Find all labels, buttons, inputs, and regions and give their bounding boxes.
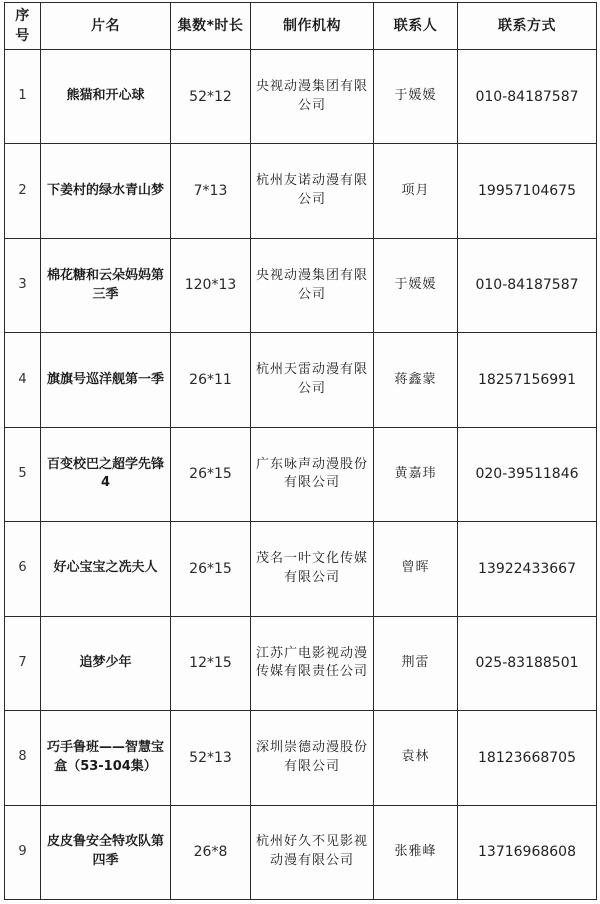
table-row <box>5 711 597 805</box>
cell-producer: 杭州好久不见影视动漫有限公司 <box>251 805 374 900</box>
cell-episodes: 52*13 <box>171 711 251 805</box>
table-header <box>5 3 597 50</box>
cell-no: 8 <box>5 711 41 805</box>
cell-title: 熊猫和开心球 <box>41 50 171 144</box>
cell-phone: 020-39511846 <box>458 427 597 521</box>
cell-producer: 江苏广电影视动漫传媒有限责任公司 <box>251 616 374 710</box>
cell-contact: 于媛媛 <box>374 50 458 144</box>
cell-phone: 010-84187587 <box>458 50 597 144</box>
header-phone: 联系方式 <box>458 3 597 50</box>
table-row <box>5 144 597 238</box>
cell-title: 棉花糖和云朵妈妈第三季 <box>41 238 171 332</box>
cell-title: 皮皮鲁安全特攻队第四季 <box>41 805 171 900</box>
cell-phone: 13922433667 <box>458 522 597 616</box>
cell-phone: 025-83188501 <box>458 616 597 710</box>
cell-producer: 茂名一叶文化传媒有限公司 <box>251 522 374 616</box>
cell-no: 7 <box>5 616 41 710</box>
cell-no: 5 <box>5 427 41 521</box>
cell-producer: 深圳崇德动漫股份有限公司 <box>251 711 374 805</box>
animation-roster-table <box>4 2 597 900</box>
table-row <box>5 238 597 332</box>
cell-title: 巧手鲁班——智慧宝盒（53-104集） <box>41 711 171 805</box>
cell-phone: 19957104675 <box>458 144 597 238</box>
cell-episodes: 12*15 <box>171 616 251 710</box>
cell-contact: 项月 <box>374 144 458 238</box>
table-row <box>5 805 597 900</box>
cell-episodes: 120*13 <box>171 238 251 332</box>
cell-contact: 蒋鑫蒙 <box>374 333 458 427</box>
cell-title: 百变校巴之超学先锋4 <box>41 427 171 521</box>
header-contact: 联系人 <box>374 3 458 50</box>
header-episodes: 集数*时长 <box>171 3 251 50</box>
cell-episodes: 26*15 <box>171 427 251 521</box>
cell-episodes: 52*12 <box>171 50 251 144</box>
table-row <box>5 616 597 710</box>
cell-no: 3 <box>5 238 41 332</box>
cell-no: 9 <box>5 805 41 900</box>
cell-producer: 央视动漫集团有限公司 <box>251 238 374 332</box>
table-row <box>5 427 597 521</box>
cell-no: 4 <box>5 333 41 427</box>
cell-episodes: 7*13 <box>171 144 251 238</box>
cell-phone: 13716968608 <box>458 805 597 900</box>
cell-producer: 杭州友诺动漫有限公司 <box>251 144 374 238</box>
header-row <box>5 3 597 50</box>
table-row <box>5 333 597 427</box>
table-body <box>5 50 597 900</box>
cell-phone: 010-84187587 <box>458 238 597 332</box>
cell-episodes: 26*15 <box>171 522 251 616</box>
header-title: 片名 <box>41 3 171 50</box>
cell-title: 好心宝宝之冼夫人 <box>41 522 171 616</box>
cell-contact: 袁林 <box>374 711 458 805</box>
cell-no: 1 <box>5 50 41 144</box>
cell-contact: 于媛媛 <box>374 238 458 332</box>
cell-contact: 荆雷 <box>374 616 458 710</box>
header-producer: 制作机构 <box>251 3 374 50</box>
cell-title: 旗旗号巡洋舰第一季 <box>41 333 171 427</box>
cell-phone: 18257156991 <box>458 333 597 427</box>
cell-producer: 广东咏声动漫股份有限公司 <box>251 427 374 521</box>
table-row <box>5 50 597 144</box>
cell-episodes: 26*8 <box>171 805 251 900</box>
cell-title: 追梦少年 <box>41 616 171 710</box>
table-row <box>5 522 597 616</box>
cell-contact: 张雅峰 <box>374 805 458 900</box>
cell-no: 6 <box>5 522 41 616</box>
cell-contact: 黄嘉玮 <box>374 427 458 521</box>
cell-title: 下姜村的绿水青山梦 <box>41 144 171 238</box>
header-no: 序号 <box>5 3 41 50</box>
cell-producer: 央视动漫集团有限公司 <box>251 50 374 144</box>
cell-no: 2 <box>5 144 41 238</box>
cell-episodes: 26*11 <box>171 333 251 427</box>
cell-producer: 杭州天雷动漫有限公司 <box>251 333 374 427</box>
cell-phone: 18123668705 <box>458 711 597 805</box>
cell-contact: 曾晖 <box>374 522 458 616</box>
